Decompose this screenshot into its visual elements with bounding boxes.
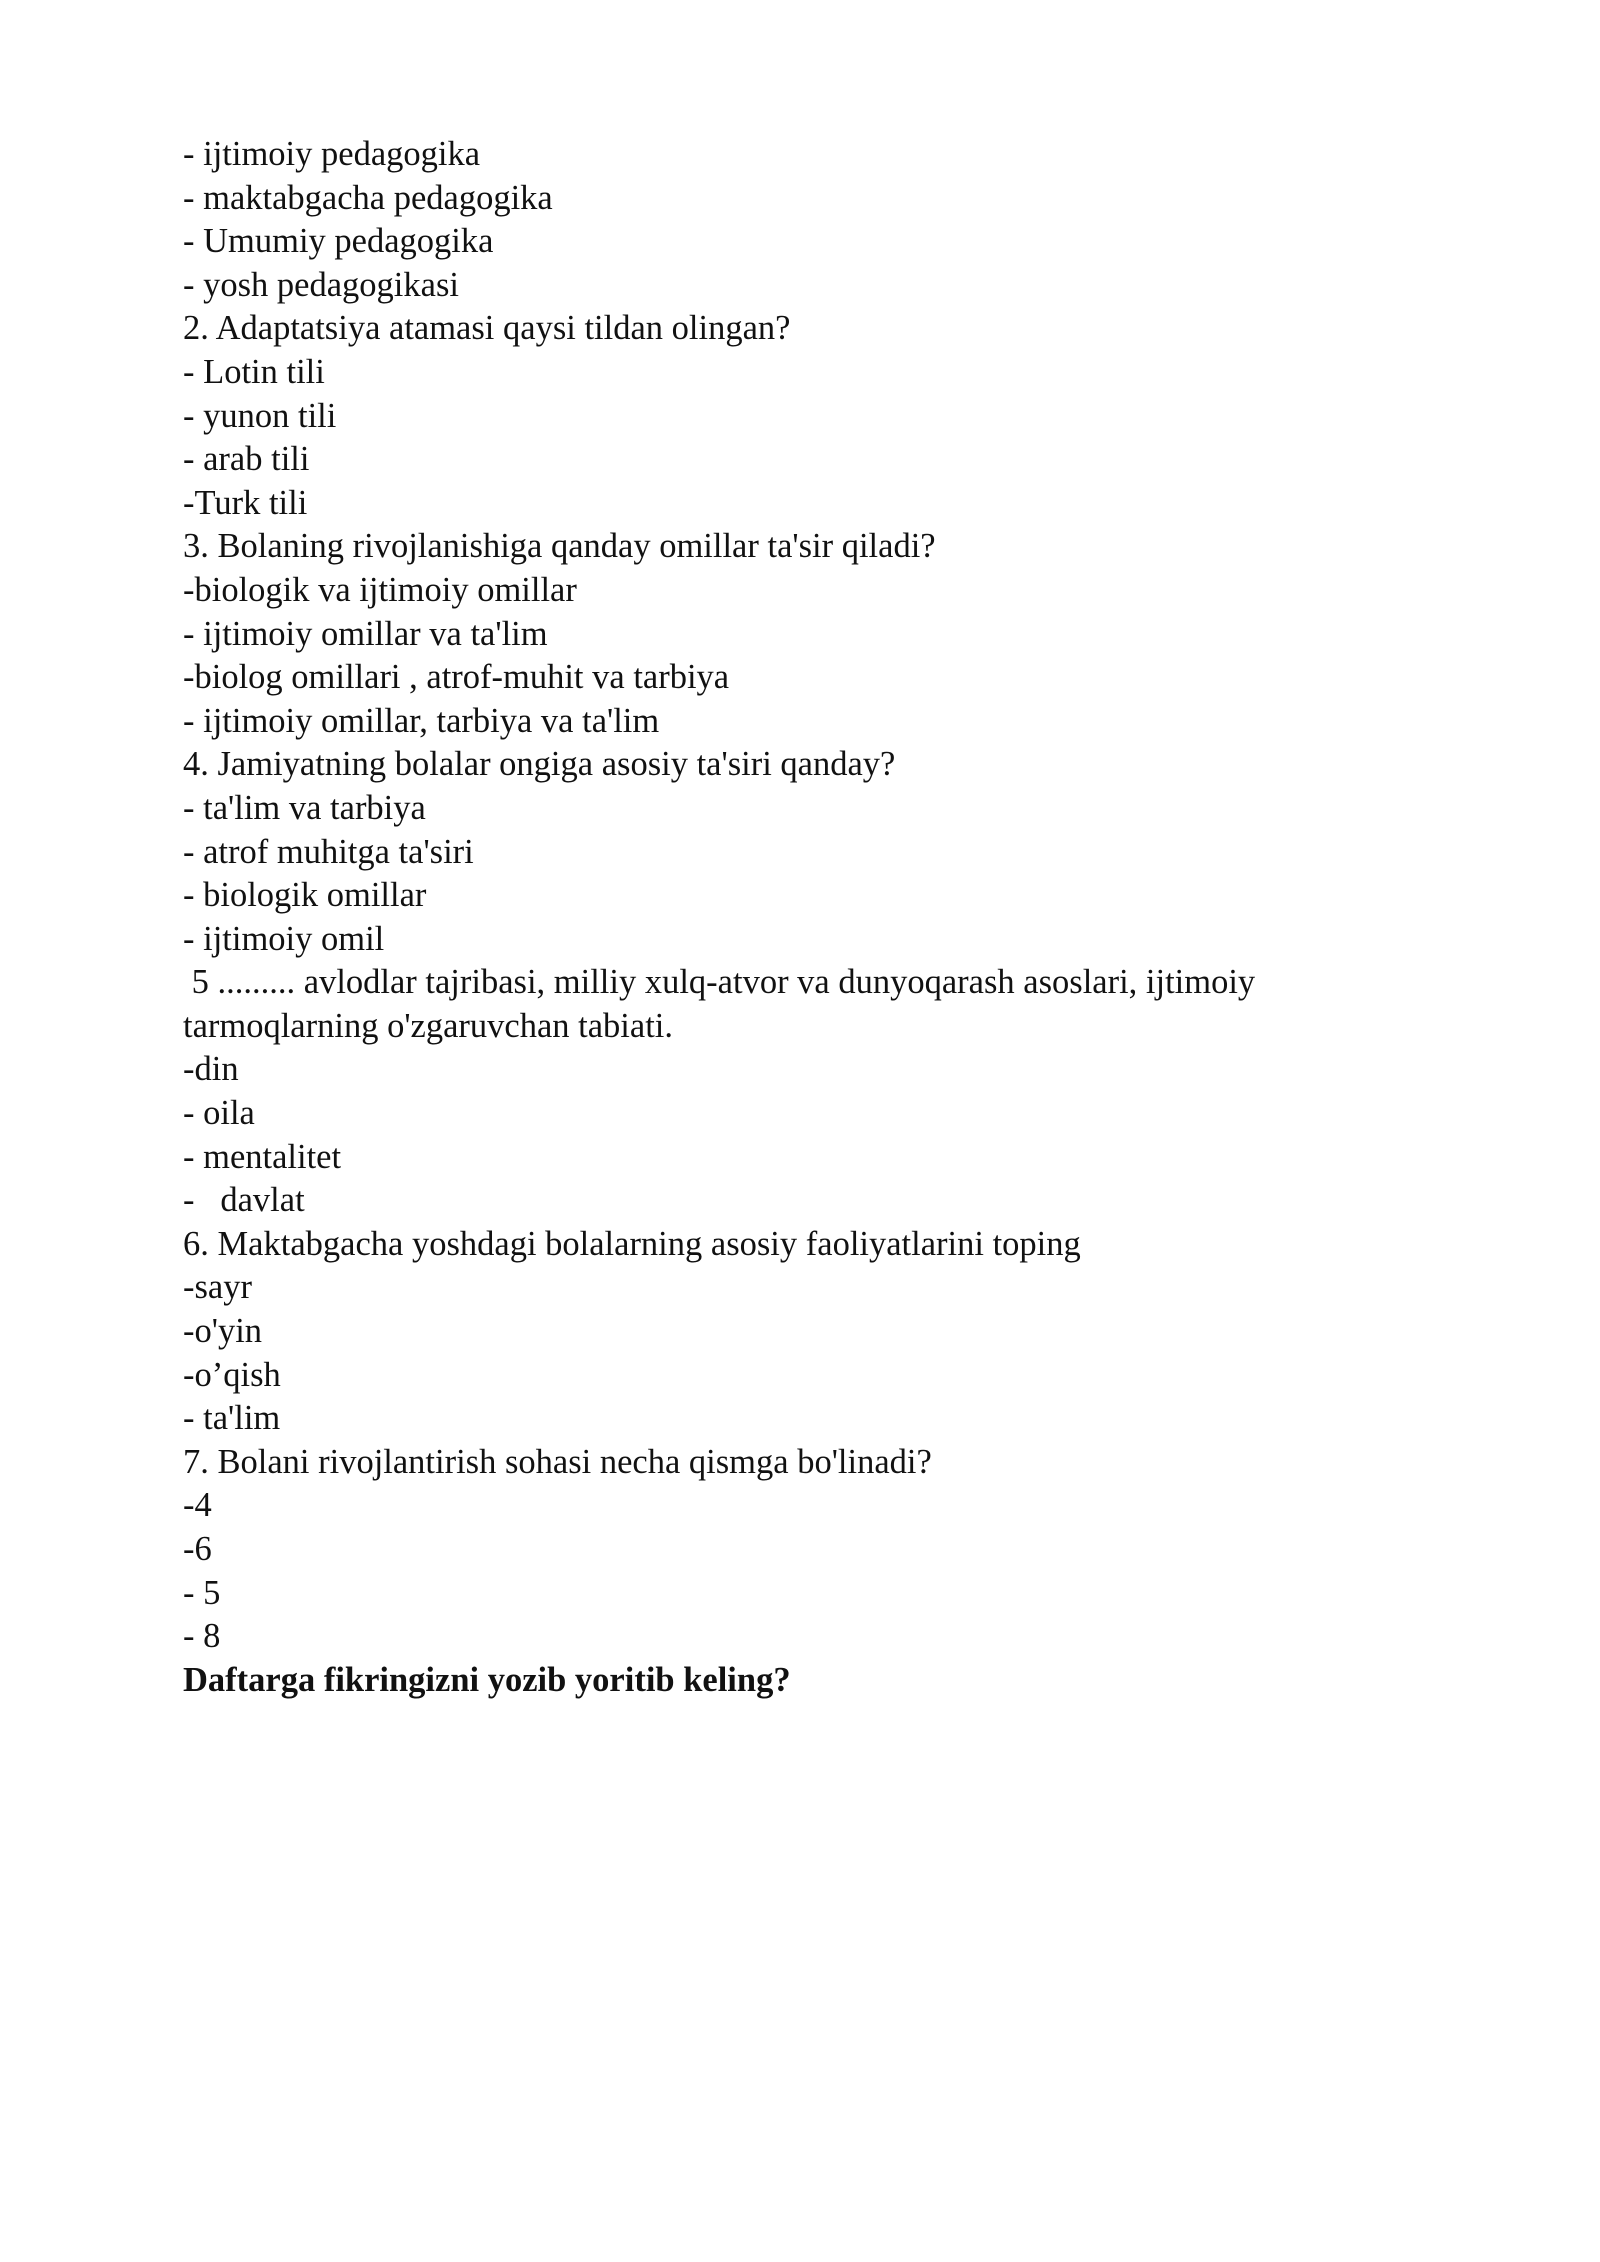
- question-4: 4. Jamiyatning bolalar ongiga asosiy ta'siri qanday?: [183, 745, 896, 784]
- option-line: -4: [183, 1486, 212, 1525]
- option-line: -biolog omillari , atrof-muhit va tarbiya: [183, 658, 730, 697]
- question-5-continued: tarmoqlarning o'zgaruvchan tabiati.: [183, 1006, 673, 1045]
- option-line: -Turk tili: [183, 483, 308, 522]
- option-line: - ijtimoiy omillar va ta'lim: [183, 614, 548, 653]
- option-line: - ta'lim: [183, 1399, 281, 1438]
- option-line: - 8: [183, 1617, 221, 1656]
- option-line: - yosh pedagogikasi: [183, 265, 459, 304]
- option-line: - 5: [183, 1573, 221, 1612]
- option-line: - oila: [183, 1094, 255, 1133]
- option-line: - ijtimoiy omillar, tarbiya va ta'lim: [183, 701, 660, 740]
- option-line: - Umumiy pedagogika: [183, 222, 494, 261]
- option-line: - biologik omillar: [183, 876, 427, 915]
- option-line: - ijtimoiy pedagogika: [183, 135, 481, 173]
- option-line: -sayr: [183, 1268, 252, 1307]
- question-7: 7. Bolani rivojlantirish sohasi necha qismga bo'linadi?: [183, 1442, 932, 1481]
- option-line: -din: [183, 1050, 239, 1089]
- option-line: - ta'lim va tarbiya: [183, 788, 426, 827]
- option-line: -o’qish: [183, 1355, 281, 1394]
- closing-instruction: Daftarga fikringizni yozib yoritib keling?: [183, 1660, 791, 1699]
- option-line: - Lotin tili: [183, 352, 325, 391]
- question-2: 2. Adaptatsiya atamasi qaysi tildan olingan?: [183, 309, 791, 348]
- option-line: -6: [183, 1530, 212, 1568]
- option-line: - maktabgacha pedagogika: [183, 178, 553, 217]
- option-line: - atrof muhitga ta'siri: [183, 832, 474, 871]
- option-line: - yunon tili: [183, 396, 337, 435]
- option-line: - arab tili: [183, 440, 310, 479]
- option-line: -o'yin: [183, 1312, 263, 1351]
- option-line: - davlat: [183, 1181, 305, 1220]
- option-line: - ijtimoiy omil: [183, 919, 385, 958]
- question-5: 5 ......... avlodlar tajribasi, milliy xulq-atvor va dunyoqarash asoslari, ijtimoiy: [183, 963, 1256, 1002]
- document-body: [183, 133, 1443, 1702]
- question-3: 3. Bolaning rivojlanishiga qanday omillar ta'sir qiladi?: [183, 527, 936, 566]
- question-6: 6. Maktabgacha yoshdagi bolalarning asosiy faoliyatlarini toping: [183, 1224, 1081, 1263]
- option-line: - mentalitet: [183, 1137, 342, 1176]
- option-line: -biologik va ijtimoiy omillar: [183, 570, 577, 609]
